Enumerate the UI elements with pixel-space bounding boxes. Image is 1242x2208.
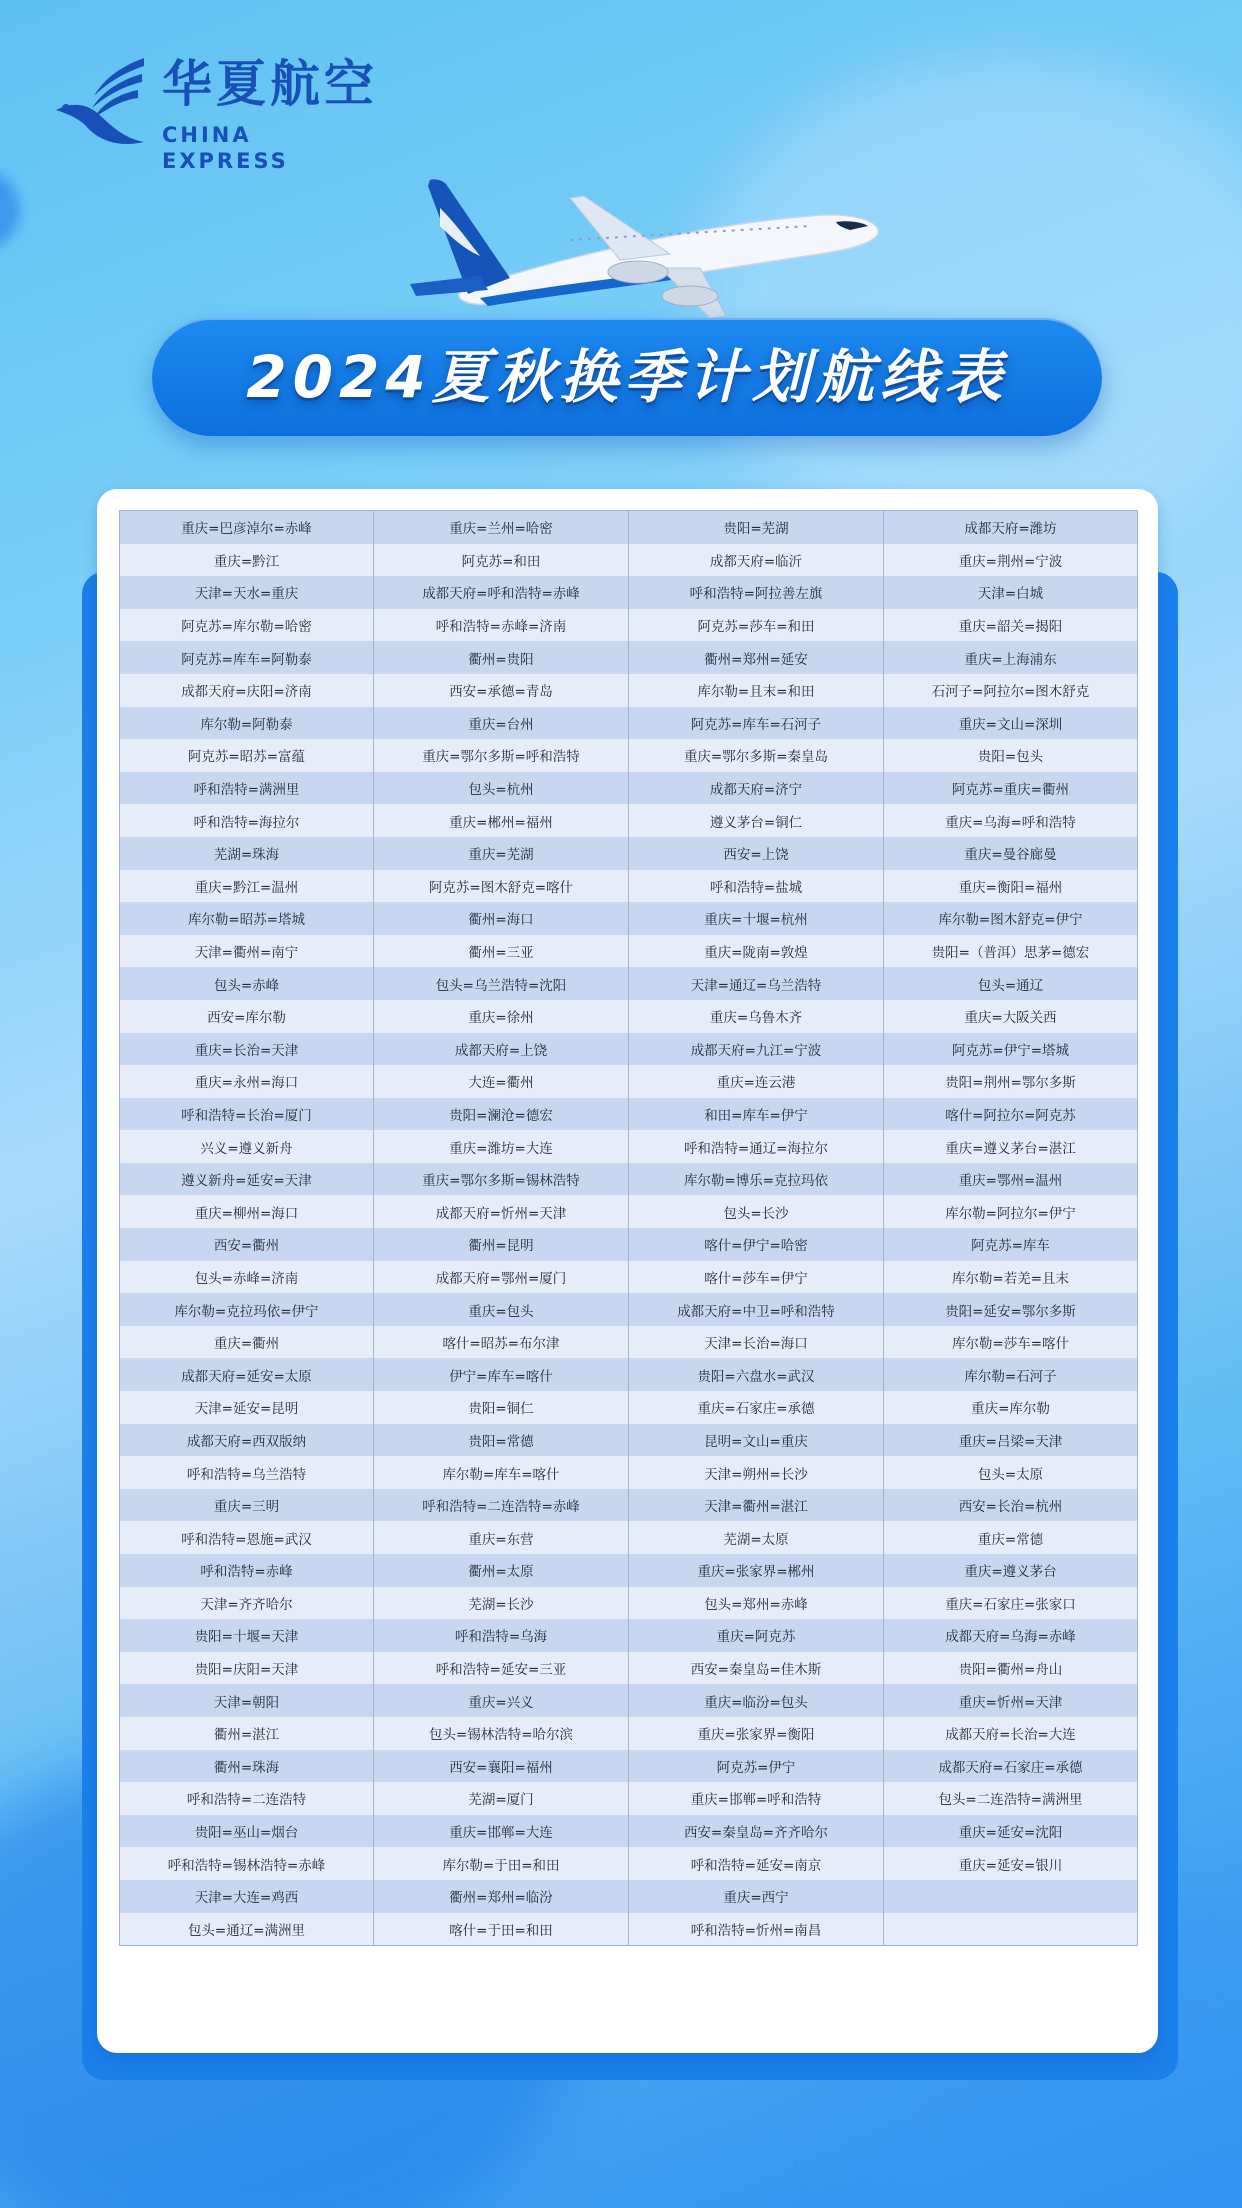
route-cell: 重庆=衢州 xyxy=(120,1326,374,1359)
table-row xyxy=(120,641,1138,674)
route-cell: 喀什=昭苏=布尔津 xyxy=(374,1326,629,1359)
route-cell: 包头=长沙 xyxy=(629,1195,884,1228)
route-cell: 呼和浩特=赤峰=济南 xyxy=(374,609,629,642)
route-cell: 重庆=韶关=揭阳 xyxy=(884,609,1138,642)
route-cell: 包头=赤峰 xyxy=(120,967,374,1000)
route-cell: 昆明=文山=重庆 xyxy=(629,1424,884,1457)
table-row xyxy=(120,1521,1138,1554)
table-row xyxy=(120,1489,1138,1522)
table-row xyxy=(120,1619,1138,1652)
route-cell: 阿克苏=库车=阿勒泰 xyxy=(120,641,374,674)
route-cell: 包头=郑州=赤峰 xyxy=(629,1587,884,1620)
route-cell: 成都天府=潍坊 xyxy=(884,511,1138,544)
route-cell: 重庆=文山=深圳 xyxy=(884,707,1138,740)
route-cell: 重庆=芜湖 xyxy=(374,837,629,870)
airplane-illustration xyxy=(370,168,890,338)
route-cell: 和田=库车=伊宁 xyxy=(629,1098,884,1131)
route-cell: 阿克苏=伊宁 xyxy=(629,1750,884,1783)
route-cell: 贵阳=十堰=天津 xyxy=(120,1619,374,1652)
table-row xyxy=(120,1554,1138,1587)
route-cell: 阿克苏=和田 xyxy=(374,544,629,577)
table-row xyxy=(120,674,1138,707)
route-cell: 贵阳=延安=鄂尔多斯 xyxy=(884,1293,1138,1326)
route-cell: 芜湖=太原 xyxy=(629,1521,884,1554)
route-cell: 呼和浩特=乌海 xyxy=(374,1619,629,1652)
route-cell: 呼和浩特=长治=厦门 xyxy=(120,1098,374,1131)
route-cell: 重庆=常德 xyxy=(884,1521,1138,1554)
route-cell: 喀什=阿拉尔=阿克苏 xyxy=(884,1098,1138,1131)
route-cell: 呼和浩特=二连浩特 xyxy=(120,1782,374,1815)
route-cell: 衢州=贵阳 xyxy=(374,641,629,674)
route-cell: 阿克苏=昭苏=富蕴 xyxy=(120,739,374,772)
table-row xyxy=(120,1065,1138,1098)
route-cell: 重庆=吕梁=天津 xyxy=(884,1424,1138,1457)
table-row xyxy=(120,804,1138,837)
route-cell: 包头=杭州 xyxy=(374,772,629,805)
route-cell: 包头=赤峰=济南 xyxy=(120,1261,374,1294)
route-cell: 天津=齐齐哈尔 xyxy=(120,1587,374,1620)
route-cell: 重庆=遵义茅台 xyxy=(884,1554,1138,1587)
page-title: 2024夏秋换季计划航线表 xyxy=(246,343,1008,411)
table-row xyxy=(120,1652,1138,1685)
route-cell xyxy=(884,1913,1138,1946)
route-cell: 呼和浩特=海拉尔 xyxy=(120,804,374,837)
route-cell: 包头=通辽=满洲里 xyxy=(120,1913,374,1946)
route-cell: 包头=二连浩特=满洲里 xyxy=(884,1782,1138,1815)
route-cell: 重庆=长治=天津 xyxy=(120,1033,374,1066)
route-cell: 重庆=潍坊=大连 xyxy=(374,1130,629,1163)
route-cell: 重庆=延安=沈阳 xyxy=(884,1815,1138,1848)
route-cell: 重庆=兰州=哈密 xyxy=(374,511,629,544)
route-cell: 库尔勒=于田=和田 xyxy=(374,1847,629,1880)
route-cell: 重庆=陇南=敦煌 xyxy=(629,935,884,968)
route-cell: 重庆=石家庄=承德 xyxy=(629,1391,884,1424)
brand-logo xyxy=(52,48,382,173)
route-cell: 呼和浩特=延安=三亚 xyxy=(374,1652,629,1685)
table-row xyxy=(120,902,1138,935)
brand-name-cn: 华夏航空 xyxy=(162,55,378,113)
table-row xyxy=(120,1358,1138,1391)
route-cell: 贵阳=六盘水=武汉 xyxy=(629,1358,884,1391)
route-cell: 呼和浩特=满洲里 xyxy=(120,772,374,805)
route-cell: 包头=太原 xyxy=(884,1456,1138,1489)
route-cell: 重庆=鄂尔多斯=锡林浩特 xyxy=(374,1163,629,1196)
route-cell: 衢州=太原 xyxy=(374,1554,629,1587)
route-cell: 重庆=曼谷廊曼 xyxy=(884,837,1138,870)
route-cell: 重庆=阿克苏 xyxy=(629,1619,884,1652)
route-cell: 贵阳=荆州=鄂尔多斯 xyxy=(884,1065,1138,1098)
route-cell: 衢州=珠海 xyxy=(120,1750,374,1783)
table-row xyxy=(120,1750,1138,1783)
route-cell: 贵阳=巫山=烟台 xyxy=(120,1815,374,1848)
title-banner xyxy=(152,318,1102,436)
route-cell: 天津=大连=鸡西 xyxy=(120,1880,374,1913)
route-cell: 重庆=西宁 xyxy=(629,1880,884,1913)
route-cell: 成都天府=济宁 xyxy=(629,772,884,805)
bird-logo-icon xyxy=(52,52,148,148)
route-cell: 成都天府=忻州=天津 xyxy=(374,1195,629,1228)
route-cell: 天津=通辽=乌兰浩特 xyxy=(629,967,884,1000)
brand-name-en: CHINA EXPRESS xyxy=(162,123,289,173)
route-cell: 西安=上饶 xyxy=(629,837,884,870)
route-cell: 成都天府=西双版纳 xyxy=(120,1424,374,1457)
route-cell: 成都天府=鄂州=厦门 xyxy=(374,1261,629,1294)
route-cell: 库尔勒=昭苏=塔城 xyxy=(120,902,374,935)
route-cell: 呼和浩特=锡林浩特=赤峰 xyxy=(120,1847,374,1880)
table-row xyxy=(120,1880,1138,1913)
route-cell: 西安=衢州 xyxy=(120,1228,374,1261)
route-cell: 贵阳=（普洱）思茅=德宏 xyxy=(884,935,1138,968)
route-cell: 天津=延安=昆明 xyxy=(120,1391,374,1424)
route-cell: 衢州=郑州=延安 xyxy=(629,641,884,674)
route-cell: 成都天府=石家庄=承德 xyxy=(884,1750,1138,1783)
route-cell: 呼和浩特=通辽=海拉尔 xyxy=(629,1130,884,1163)
route-cell: 阿克苏=库车 xyxy=(884,1228,1138,1261)
route-cell: 呼和浩特=忻州=南昌 xyxy=(629,1913,884,1946)
route-cell: 天津=长治=海口 xyxy=(629,1326,884,1359)
table-row xyxy=(120,1424,1138,1457)
route-cell: 呼和浩特=延安=南京 xyxy=(629,1847,884,1880)
table-row xyxy=(120,1717,1138,1750)
route-cell: 西安=秦皇岛=齐齐哈尔 xyxy=(629,1815,884,1848)
route-cell: 贵阳=常德 xyxy=(374,1424,629,1457)
route-cell: 天津=衢州=湛江 xyxy=(629,1489,884,1522)
table-row xyxy=(120,1195,1138,1228)
route-cell: 芜湖=珠海 xyxy=(120,837,374,870)
route-cell: 重庆=包头 xyxy=(374,1293,629,1326)
route-cell: 大连=衢州 xyxy=(374,1065,629,1098)
route-cell: 成都天府=上饶 xyxy=(374,1033,629,1066)
background-glow xyxy=(0,170,20,250)
table-row xyxy=(120,1456,1138,1489)
route-cell: 兴义=遵义新舟 xyxy=(120,1130,374,1163)
route-cell: 库尔勒=且末=和田 xyxy=(629,674,884,707)
table-row xyxy=(120,967,1138,1000)
route-cell: 重庆=临汾=包头 xyxy=(629,1684,884,1717)
route-cell: 重庆=石家庄=张家口 xyxy=(884,1587,1138,1620)
route-cell: 库尔勒=阿勒泰 xyxy=(120,707,374,740)
route-cell: 重庆=库尔勒 xyxy=(884,1391,1138,1424)
table-row xyxy=(120,1587,1138,1620)
table-row xyxy=(120,1000,1138,1033)
route-cell: 重庆=十堰=杭州 xyxy=(629,902,884,935)
table-row xyxy=(120,1293,1138,1326)
route-cell: 库尔勒=博乐=克拉玛依 xyxy=(629,1163,884,1196)
table-row xyxy=(120,1098,1138,1131)
route-cell: 呼和浩特=二连浩特=赤峰 xyxy=(374,1489,629,1522)
route-cell: 重庆=三明 xyxy=(120,1489,374,1522)
route-cell: 喀什=伊宁=哈密 xyxy=(629,1228,884,1261)
table-row xyxy=(120,707,1138,740)
table-row xyxy=(120,935,1138,968)
route-cell: 包头=通辽 xyxy=(884,967,1138,1000)
route-cell: 成都天府=延安=太原 xyxy=(120,1358,374,1391)
route-cell: 成都天府=临沂 xyxy=(629,544,884,577)
route-cell: 衢州=湛江 xyxy=(120,1717,374,1750)
route-cell: 重庆=东营 xyxy=(374,1521,629,1554)
route-cell: 阿克苏=莎车=和田 xyxy=(629,609,884,642)
route-cell: 重庆=张家界=衡阳 xyxy=(629,1717,884,1750)
route-cell: 重庆=张家界=郴州 xyxy=(629,1554,884,1587)
route-cell: 衢州=海口 xyxy=(374,902,629,935)
route-cell: 阿克苏=库车=石河子 xyxy=(629,707,884,740)
route-cell: 重庆=乌鲁木齐 xyxy=(629,1000,884,1033)
route-cell: 库尔勒=图木舒克=伊宁 xyxy=(884,902,1138,935)
route-cell: 西安=承德=青岛 xyxy=(374,674,629,707)
route-cell: 库尔勒=克拉玛依=伊宁 xyxy=(120,1293,374,1326)
route-cell: 库尔勒=阿拉尔=伊宁 xyxy=(884,1195,1138,1228)
route-cell: 重庆=连云港 xyxy=(629,1065,884,1098)
route-cell: 西安=襄阳=福州 xyxy=(374,1750,629,1783)
table-row xyxy=(120,1261,1138,1294)
table-row xyxy=(120,1391,1138,1424)
route-cell: 重庆=邯郸=大连 xyxy=(374,1815,629,1848)
route-cell: 贵阳=衢州=舟山 xyxy=(884,1652,1138,1685)
table-row xyxy=(120,1782,1138,1815)
route-cell: 衢州=三亚 xyxy=(374,935,629,968)
route-cell: 重庆=鄂州=温州 xyxy=(884,1163,1138,1196)
route-cell: 成都天府=庆阳=济南 xyxy=(120,674,374,707)
route-cell: 重庆=徐州 xyxy=(374,1000,629,1033)
route-cell: 库尔勒=若羌=且末 xyxy=(884,1261,1138,1294)
table-row xyxy=(120,1326,1138,1359)
route-cell: 遵义茅台=铜仁 xyxy=(629,804,884,837)
route-cell: 芜湖=长沙 xyxy=(374,1587,629,1620)
table-row xyxy=(120,1684,1138,1717)
route-cell: 贵阳=包头 xyxy=(884,739,1138,772)
route-cell: 衢州=昆明 xyxy=(374,1228,629,1261)
route-card xyxy=(97,489,1158,2053)
table-row xyxy=(120,772,1138,805)
route-cell: 重庆=永州=海口 xyxy=(120,1065,374,1098)
table-row xyxy=(120,837,1138,870)
route-cell: 石河子=阿拉尔=图木舒克 xyxy=(884,674,1138,707)
route-cell: 呼和浩特=阿拉善左旗 xyxy=(629,576,884,609)
route-cell: 天津=白城 xyxy=(884,576,1138,609)
route-cell: 重庆=台州 xyxy=(374,707,629,740)
route-cell: 呼和浩特=盐城 xyxy=(629,870,884,903)
route-cell: 重庆=鄂尔多斯=秦皇岛 xyxy=(629,739,884,772)
route-cell: 重庆=柳州=海口 xyxy=(120,1195,374,1228)
route-cell: 西安=秦皇岛=佳木斯 xyxy=(629,1652,884,1685)
route-cell: 芜湖=厦门 xyxy=(374,1782,629,1815)
route-cell: 遵义新舟=延安=天津 xyxy=(120,1163,374,1196)
route-cell: 库尔勒=库车=喀什 xyxy=(374,1456,629,1489)
route-cell: 西安=库尔勒 xyxy=(120,1000,374,1033)
route-cell: 重庆=乌海=呼和浩特 xyxy=(884,804,1138,837)
table-row xyxy=(120,609,1138,642)
route-cell: 重庆=鄂尔多斯=呼和浩特 xyxy=(374,739,629,772)
route-cell: 天津=朝阳 xyxy=(120,1684,374,1717)
route-cell: 重庆=衡阳=福州 xyxy=(884,870,1138,903)
route-cell: 西安=长治=杭州 xyxy=(884,1489,1138,1522)
route-cell: 重庆=延安=银川 xyxy=(884,1847,1138,1880)
route-table xyxy=(119,510,1138,1946)
table-row xyxy=(120,1163,1138,1196)
route-cell: 重庆=忻州=天津 xyxy=(884,1684,1138,1717)
route-cell: 成都天府=九江=宁波 xyxy=(629,1033,884,1066)
route-cell: 伊宁=库车=喀什 xyxy=(374,1358,629,1391)
route-cell: 喀什=于田=和田 xyxy=(374,1913,629,1946)
table-row xyxy=(120,870,1138,903)
route-cell: 阿克苏=图木舒克=喀什 xyxy=(374,870,629,903)
route-cell: 包头=锡林浩特=哈尔滨 xyxy=(374,1717,629,1750)
route-cell: 成都天府=乌海=赤峰 xyxy=(884,1619,1138,1652)
route-cell: 重庆=大阪关西 xyxy=(884,1000,1138,1033)
table-row xyxy=(120,1130,1138,1163)
route-cell: 库尔勒=石河子 xyxy=(884,1358,1138,1391)
route-cell: 呼和浩特=恩施=武汉 xyxy=(120,1521,374,1554)
table-row xyxy=(120,1033,1138,1066)
table-row xyxy=(120,1815,1138,1848)
route-cell: 衢州=郑州=临汾 xyxy=(374,1880,629,1913)
table-row xyxy=(120,1913,1138,1946)
route-cell: 重庆=巴彦淖尔=赤峰 xyxy=(120,511,374,544)
route-cell: 成都天府=中卫=呼和浩特 xyxy=(629,1293,884,1326)
route-cell: 天津=衢州=南宁 xyxy=(120,935,374,968)
route-cell: 贵阳=澜沧=德宏 xyxy=(374,1098,629,1131)
route-cell: 重庆=郴州=福州 xyxy=(374,804,629,837)
table-row xyxy=(120,739,1138,772)
route-cell: 重庆=黔江=温州 xyxy=(120,870,374,903)
table-row xyxy=(120,544,1138,577)
route-cell: 成都天府=呼和浩特=赤峰 xyxy=(374,576,629,609)
route-cell: 重庆=荆州=宁波 xyxy=(884,544,1138,577)
route-cell: 重庆=邯郸=呼和浩特 xyxy=(629,1782,884,1815)
route-cell: 贵阳=庆阳=天津 xyxy=(120,1652,374,1685)
route-cell: 包头=乌兰浩特=沈阳 xyxy=(374,967,629,1000)
route-cell: 喀什=莎车=伊宁 xyxy=(629,1261,884,1294)
table-row xyxy=(120,1228,1138,1261)
route-cell: 重庆=兴义 xyxy=(374,1684,629,1717)
route-cell: 阿克苏=伊宁=塔城 xyxy=(884,1033,1138,1066)
route-cell: 贵阳=铜仁 xyxy=(374,1391,629,1424)
route-cell: 呼和浩特=赤峰 xyxy=(120,1554,374,1587)
route-cell: 重庆=黔江 xyxy=(120,544,374,577)
route-cell xyxy=(884,1880,1138,1913)
route-cell: 库尔勒=莎车=喀什 xyxy=(884,1326,1138,1359)
route-cell: 阿克苏=库尔勒=哈密 xyxy=(120,609,374,642)
route-cell: 呼和浩特=乌兰浩特 xyxy=(120,1456,374,1489)
route-cell: 天津=天水=重庆 xyxy=(120,576,374,609)
route-cell: 贵阳=芜湖 xyxy=(629,511,884,544)
route-cell: 阿克苏=重庆=衢州 xyxy=(884,772,1138,805)
table-row xyxy=(120,511,1138,544)
route-cell: 重庆=遵义茅台=湛江 xyxy=(884,1130,1138,1163)
route-cell: 天津=朔州=长沙 xyxy=(629,1456,884,1489)
table-row xyxy=(120,576,1138,609)
table-row xyxy=(120,1847,1138,1880)
route-cell: 重庆=上海浦东 xyxy=(884,641,1138,674)
route-cell: 成都天府=长治=大连 xyxy=(884,1717,1138,1750)
